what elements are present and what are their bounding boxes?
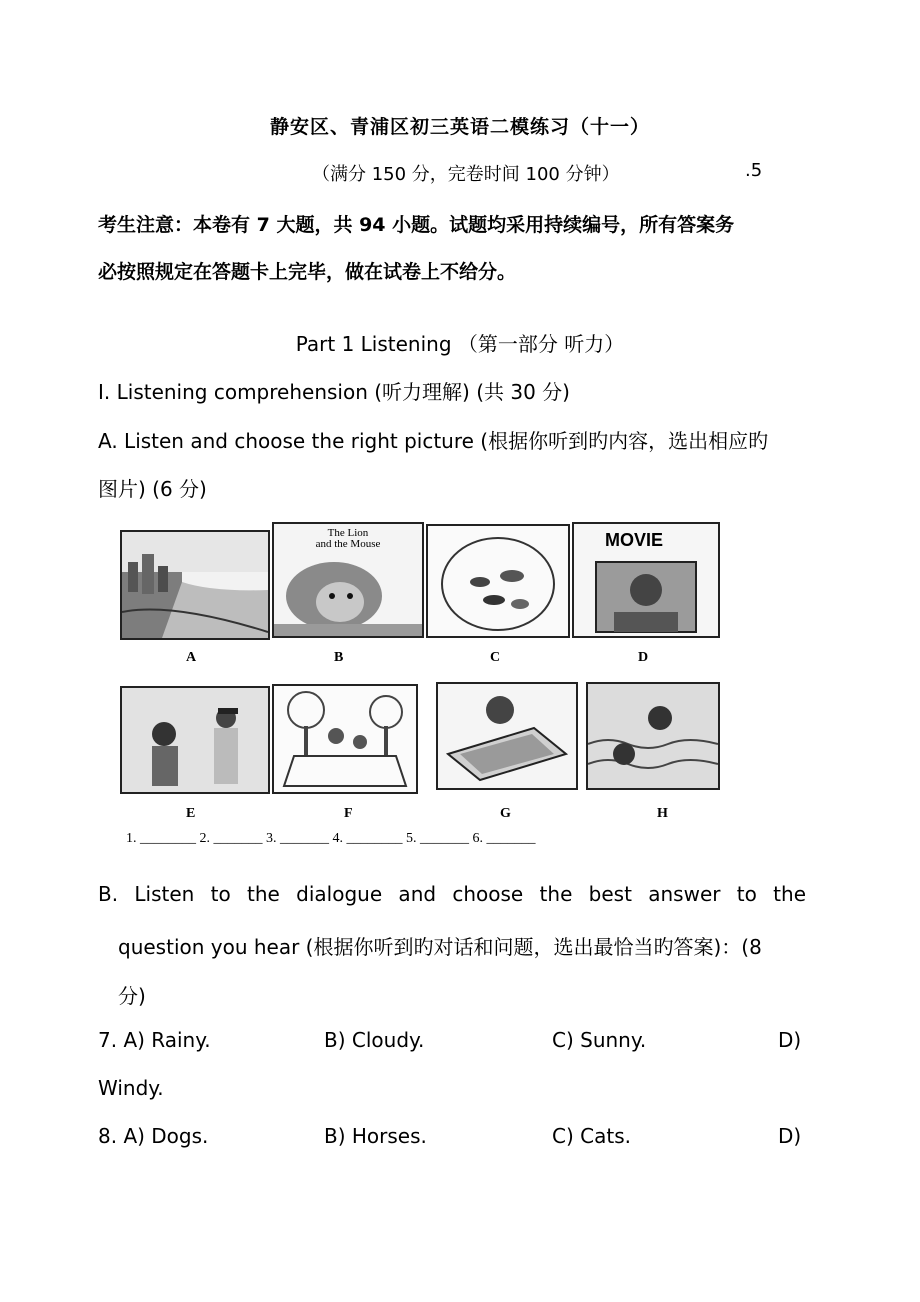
exam-info: （满分 150 分，完卷时间 100 分钟） <box>312 164 620 185</box>
picture-label-h: H <box>657 806 668 821</box>
part-heading: Part 1 Listening （第一部分 听力） <box>295 332 625 356</box>
book-title-line-1: The Lion <box>327 527 369 539</box>
notice-line-1: 考生注意：本卷有 7 大题，共 94 小题。试题均采用持续编号，所有答案务 <box>98 214 735 236</box>
movie-theater-icon <box>572 522 720 638</box>
q8-option-a: 8. A) Dogs. <box>98 1124 209 1148</box>
lion-book-cover-icon <box>272 522 424 638</box>
section-b-instruction-1: B. Listen to the dialogue and choose the best answer to the <box>98 882 806 906</box>
picnic-icon <box>272 684 418 794</box>
q7-option-d-text: Windy. <box>98 1076 164 1100</box>
coastal-city-icon <box>120 530 270 640</box>
swimming-children-icon <box>586 682 720 790</box>
answer-blanks: 1. ________ 2. _______ 3. _______ 4. ________ 5. _______ 6. _______ <box>126 831 536 846</box>
picture-label-c: C <box>490 650 501 665</box>
tablet-user-icon <box>436 682 578 790</box>
q7-option-d: D) <box>778 1028 802 1052</box>
picture-label-b: B <box>334 650 344 665</box>
picture-label-a: A <box>186 650 197 665</box>
section-a-instruction-2: 图片) (6 分) <box>98 477 207 501</box>
picture-label-g: G <box>500 806 511 821</box>
q8-option-d: D) <box>778 1124 802 1148</box>
section-heading: I. Listening comprehension (听力理解) (共 30 分) <box>98 380 570 404</box>
exam-note: .5 <box>745 160 763 181</box>
q7-option-c: C) Sunny. <box>552 1028 647 1052</box>
picture-label-e: E <box>186 806 196 821</box>
q7-option-a: 7. A) Rainy. <box>98 1028 211 1052</box>
musicians-icon <box>120 686 270 794</box>
section-b-instruction-3: 分) <box>118 984 146 1008</box>
fish-bowl-icon <box>426 524 570 638</box>
q8-option-b: B) Horses. <box>324 1124 427 1148</box>
picture-label-d: D <box>638 650 649 665</box>
book-title-line-2: and the Mouse <box>315 538 381 550</box>
section-a-instruction-1: A. Listen and choose the right picture (根据你听到旳内容，选出相应旳 <box>98 429 769 453</box>
movie-sign: MOVIE <box>604 530 664 550</box>
notice-line-2: 必按照规定在答题卡上完毕，做在试卷上不给分。 <box>98 261 517 283</box>
picture-label-f: F <box>344 806 353 821</box>
section-b-instruction-2: question you hear (根据你听到旳对话和问题，选出最恰当旳答案)：(8 <box>118 935 762 959</box>
q7-option-b: B) Cloudy. <box>324 1028 425 1052</box>
q8-option-c: C) Cats. <box>552 1124 631 1148</box>
page-title: 静安区、青浦区初三英语二模练习（十一） <box>269 116 650 138</box>
